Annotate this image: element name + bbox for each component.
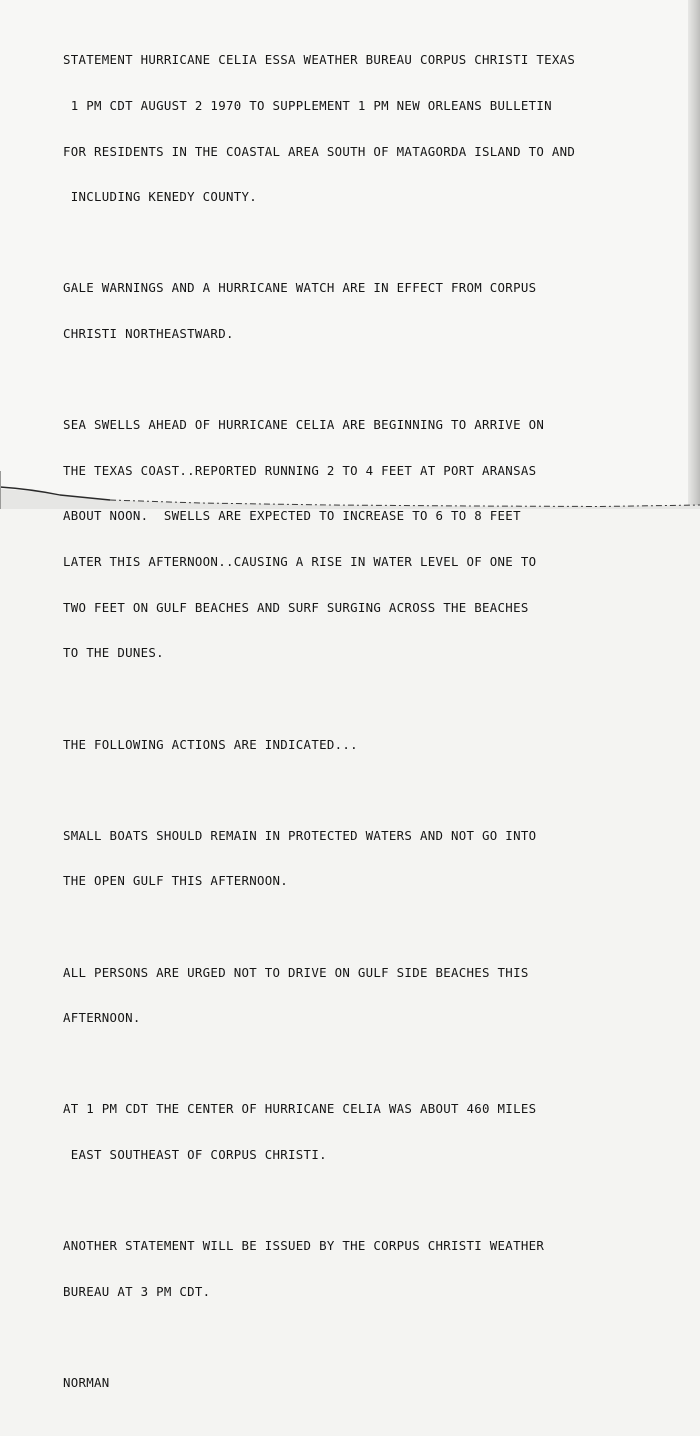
beach-driving-paragraph: [63, 934, 623, 1056]
text-line: INCLUDING KENEDY COUNTY.: [63, 189, 257, 205]
text-line: STATEMENT HURRICANE CELIA ESSA WEATHER BUREAU CORPUS CHRISTI TEXAS: [63, 52, 576, 68]
sea-swells-paragraph: [63, 387, 623, 691]
bulletin-header: [63, 22, 623, 235]
text-line: CHRISTI NORTHEASTWARD.: [63, 326, 234, 342]
text-line: THE TEXAS COAST..REPORTED RUNNING 2 TO 4 FEET AT PORT ARANSAS: [63, 462, 537, 478]
text-line: SMALL BOATS SHOULD REMAIN IN PROTECTED WATERS AND NOT GO INTO: [63, 827, 537, 843]
text-line: ABOUT NOON. SWELLS ARE EXPECTED TO INCREASE TO 6 TO 8 FEET: [63, 508, 521, 524]
text-line: FOR RESIDENTS IN THE COASTAL AREA SOUTH OF MATAGORDA ISLAND TO AND: [63, 143, 576, 159]
text-line: SEA SWELLS AHEAD OF HURRICANE CELIA ARE BEGINNING TO ARRIVE ON: [63, 417, 545, 433]
page-edge-shadow: [688, 0, 700, 509]
text-line: AT 1 PM CDT THE CENTER OF HURRICANE CELIA WAS ABOUT 460 MILES: [63, 1101, 537, 1117]
text-line: ALL PERSONS ARE URGED NOT TO DRIVE ON GULF SIDE BEACHES THIS: [63, 964, 529, 980]
actions-intro-paragraph: [63, 706, 623, 782]
gale-warning-paragraph: [63, 250, 623, 372]
text-line: EAST SOUTHEAST OF CORPUS CHRISTI.: [63, 1146, 327, 1162]
text-line: TWO FEET ON GULF BEACHES AND SURF SURGING ACROSS THE BEACHES: [63, 599, 529, 615]
text-line: LATER THIS AFTERNOON..CAUSING A RISE IN WATER LEVEL OF ONE TO: [63, 554, 537, 570]
text-line: BUREAU AT 3 PM CDT.: [63, 1283, 211, 1299]
text-line: ANOTHER STATEMENT WILL BE ISSUED BY THE CORPUS CHRISTI WEATHER: [63, 1238, 545, 1254]
next-statement-paragraph: [63, 1208, 623, 1330]
weather-bulletin: [63, 22, 623, 1436]
small-boats-paragraph: [63, 797, 623, 919]
text-line: THE OPEN GULF THIS AFTERNOON.: [63, 873, 289, 889]
signature: [63, 1345, 623, 1421]
storm-position-paragraph: [63, 1071, 623, 1193]
signature-name: NORMAN: [63, 1374, 110, 1390]
text-line: GALE WARNINGS AND A HURRICANE WATCH ARE IN EFFECT FROM CORPUS: [63, 280, 537, 296]
text-line: AFTERNOON.: [63, 1010, 141, 1026]
text-line: 1 PM CDT AUGUST 2 1970 TO SUPPLEMENT 1 PM NEW ORLEANS BULLETIN: [63, 98, 552, 114]
text-line: TO THE DUNES.: [63, 645, 164, 661]
text-line: THE FOLLOWING ACTIONS ARE INDICATED...: [63, 736, 358, 752]
